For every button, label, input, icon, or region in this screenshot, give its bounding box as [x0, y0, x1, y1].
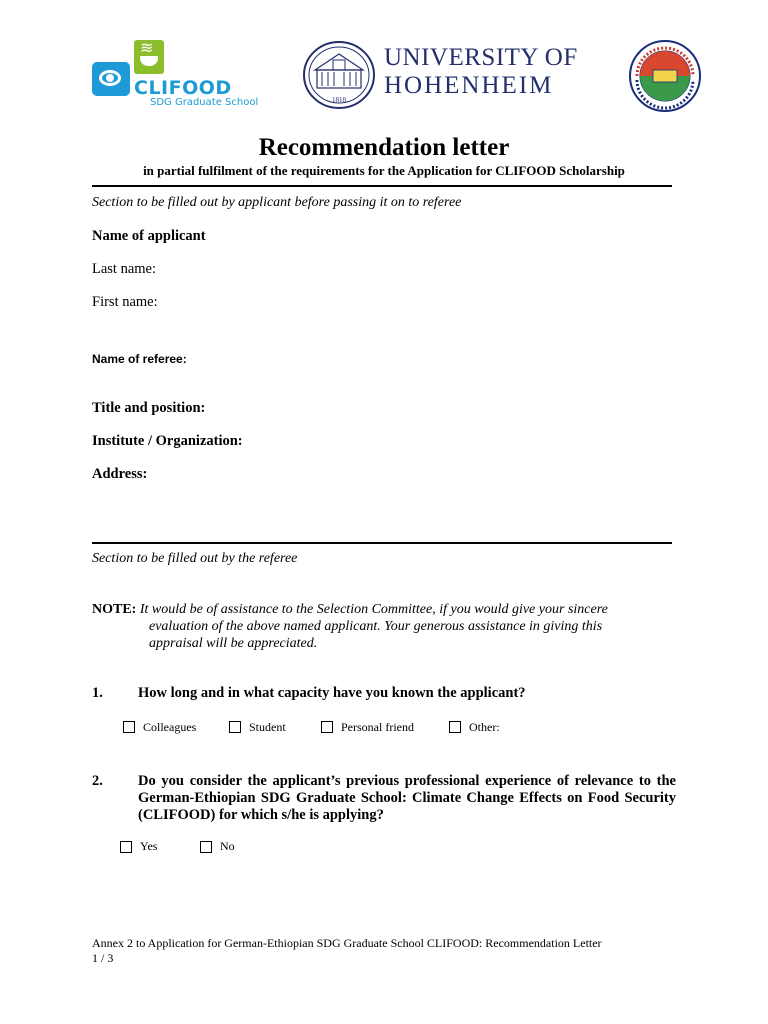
institute-field[interactable]: Institute / Organization:	[92, 433, 243, 449]
clifood-logo	[92, 40, 262, 110]
address-field[interactable]: Address:	[92, 466, 148, 482]
page-footer	[92, 936, 602, 966]
title-position-field[interactable]: Title and position:	[92, 400, 206, 416]
page-subtitle: in partial fulfilment of the requirements for the Application for CLIFOOD Scholarship	[143, 163, 625, 178]
question-2-text: Do you consider the applicant’s previous professional experience of relevance to the German-Ethiopian SDG Graduate School: Climate Change Effects on Food Security (CLIFOOD) for which s/he is applying?	[138, 773, 676, 823]
hohenheim-logo-text	[384, 44, 578, 100]
question-2-number: 2.	[92, 773, 103, 789]
hohenheim-line2: HOHENHEIM	[384, 72, 554, 99]
clifood-logo-text: CLIFOOD	[134, 77, 232, 99]
name-of-referee-field[interactable]: Name of referee:	[92, 352, 187, 366]
note-paragraph	[92, 601, 672, 652]
clifood-logo-subtitle: SDG Graduate School	[150, 97, 259, 108]
other-checkbox[interactable]	[449, 721, 461, 733]
question-1-number: 1.	[92, 685, 103, 701]
eye-icon	[92, 62, 130, 96]
top-divider	[92, 185, 672, 187]
applicant-section-heading: Section to be filled out by applicant before passing it on to referee	[92, 195, 462, 210]
footer-annex-text: Annex 2 to Application for German-Ethiopian SDG Graduate School CLIFOOD: Recommendation Letter	[92, 936, 602, 950]
no-label: No	[220, 839, 235, 853]
student-label: Student	[249, 720, 286, 734]
hohenheim-line1: UNIVERSITY OF	[384, 44, 578, 71]
student-checkbox[interactable]	[229, 721, 241, 733]
first-name-field[interactable]: First name:	[92, 294, 158, 310]
name-of-applicant-label: Name of applicant	[92, 228, 206, 244]
yes-checkbox[interactable]	[120, 841, 132, 853]
personal-friend-checkbox[interactable]	[321, 721, 333, 733]
hohenheim-seal-icon	[302, 40, 376, 110]
other-label: Other:	[469, 720, 500, 734]
colleagues-checkbox[interactable]	[123, 721, 135, 733]
last-name-field[interactable]: Last name:	[92, 261, 157, 277]
section-divider	[92, 542, 672, 544]
yes-label: Yes	[140, 839, 158, 853]
note-label: NOTE:	[92, 602, 137, 617]
referee-section-heading: Section to be filled out by the referee	[92, 551, 298, 566]
hawassa-university-seal-icon	[629, 40, 701, 112]
personal-friend-label: Personal friend	[341, 720, 414, 734]
page-title: Recommendation letter	[258, 134, 510, 161]
note-line-1: It would be of assistance to the Selection Committee, if you would give your sincere	[139, 602, 608, 617]
hohenheim-year: 1818	[332, 96, 346, 104]
colleagues-label: Colleagues	[143, 720, 197, 734]
steaming-cup-icon	[134, 40, 164, 74]
note-line-3: appraisal will be appreciated.	[149, 636, 318, 651]
no-checkbox[interactable]	[200, 841, 212, 853]
note-line-2: evaluation of the above named applicant. Your generous assistance in giving this	[149, 619, 603, 634]
question-1-text: How long and in what capacity have you known the applicant?	[138, 685, 526, 701]
page-number: 1 / 3	[92, 951, 114, 965]
